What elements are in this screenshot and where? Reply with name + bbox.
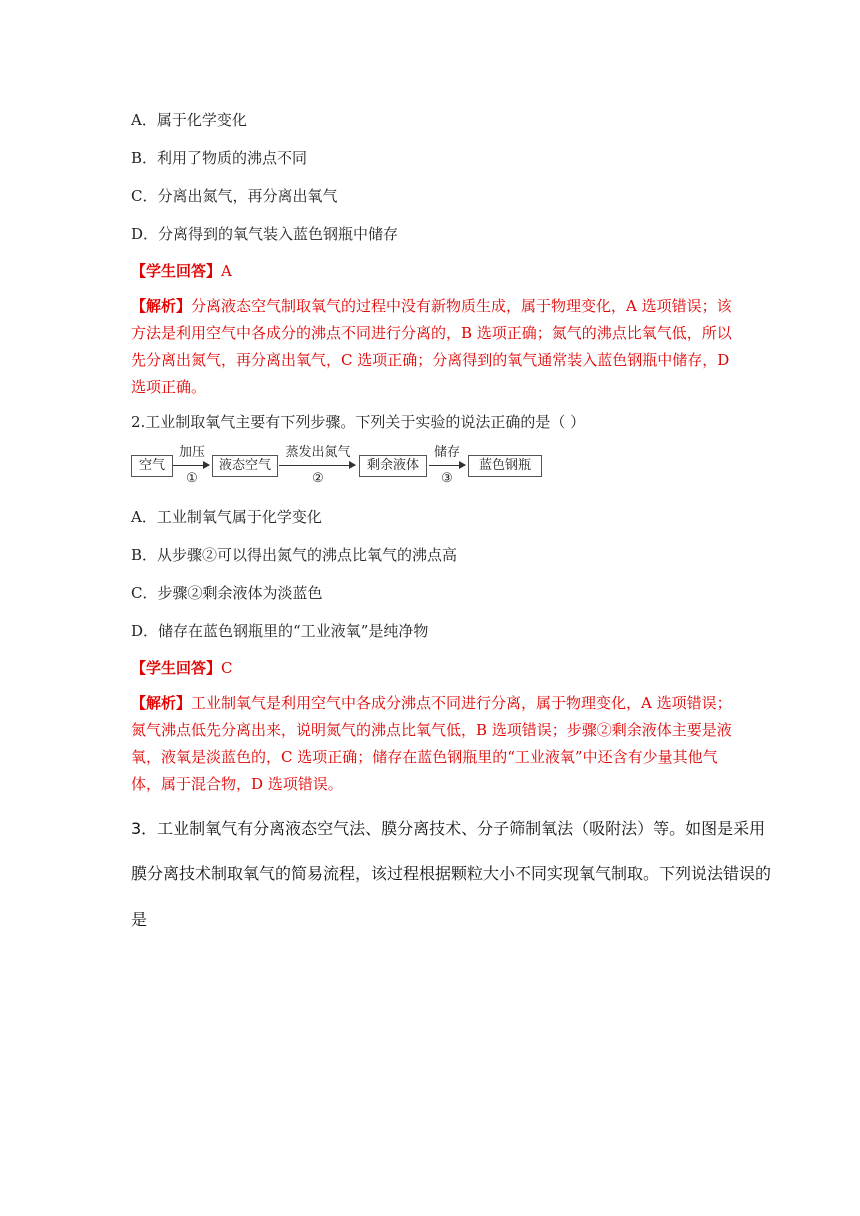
- arrow-right-icon: [173, 465, 209, 466]
- analysis-line: 氧，液氧是淡蓝色的，C 选项正确；储存在蓝色钢瓶里的“工业液氧”中还含有少量其他气: [131, 748, 718, 766]
- flow-box-air: 空气: [131, 455, 173, 477]
- flow-step-1-number: ①: [186, 471, 198, 486]
- q2-option-d: D．储存在蓝色钢瓶里的“工业液氧”是纯净物: [131, 622, 429, 640]
- student-answer-value: A: [221, 262, 232, 280]
- analysis-line: 先分离出氮气，再分离出氧气，C 选项正确；分离得到的氧气通常装入蓝色钢瓶中储存，D: [131, 351, 730, 369]
- student-answer-label: 【学生回答】: [131, 262, 222, 280]
- analysis-line: 选项正确。: [131, 378, 207, 396]
- arrow-right-icon: [279, 465, 355, 466]
- student-answer-value: C: [221, 659, 233, 677]
- flow-box-remaining-liquid: 剩余液体: [359, 455, 427, 477]
- flow-box-liquid-air: 液态空气: [212, 455, 278, 477]
- flow-step-2-number: ②: [312, 471, 324, 486]
- q3-stem-line: 膜分离技术制取氧气的简易流程，该过程根据颗粒大小不同实现氧气制取。下列说法错误的: [131, 864, 772, 883]
- q1-option-c: C．分离出氮气，再分离出氧气: [131, 187, 338, 205]
- analysis-label: 【解析】: [131, 694, 192, 712]
- student-answer-label: 【学生回答】: [131, 659, 222, 677]
- flow-step-3-number: ③: [441, 471, 453, 486]
- q1-student-answer: [131, 261, 232, 281]
- analysis-line: 方法是利用空气中各成分的沸点不同进行分离的，B 选项正确；氮气的沸点比氧气低，所以: [131, 324, 732, 342]
- q2-process-diagram: [131, 446, 571, 492]
- q2-option-c: C．步骤②剩余液体为淡蓝色: [131, 584, 323, 602]
- q3-stem-line: 是: [131, 910, 148, 929]
- analysis-line: 氮气沸点低先分离出来，说明氮气的沸点比氧气低，B 选项错误；步骤②剩余液体主要是液: [131, 721, 732, 739]
- arrow-right-icon: [429, 465, 465, 466]
- flow-step-3-label: 储存: [433, 445, 460, 460]
- analysis-line: 工业制氧气是利用空气中各成分沸点不同进行分离，属于物理变化，A 选项错误；: [191, 694, 732, 712]
- q2-analysis: [131, 690, 735, 798]
- flow-box-blue-cylinder: 蓝色钢瓶: [468, 455, 542, 477]
- q3-stem-line: 3．工业制氧气有分离液态空气法、膜分离技术、分子筛制氧法（吸附法）等。如图是采用: [131, 819, 766, 838]
- flow-step-2-label: 蒸发出氮气: [285, 445, 351, 460]
- analysis-line: 体，属于混合物，D 选项错误。: [131, 775, 343, 793]
- analysis-line: 分离液态空气制取氧气的过程中没有新物质生成，属于物理变化，A 选项错误；该: [191, 297, 732, 315]
- q2-student-answer: [131, 658, 233, 678]
- q2-option-a: A．工业制氧气属于化学变化: [131, 508, 322, 526]
- q1-option-d: D．分离得到的氧气装入蓝色钢瓶中储存: [131, 225, 399, 243]
- q1-option-b: B．利用了物质的沸点不同: [131, 149, 308, 167]
- q1-option-a: A．属于化学变化: [131, 111, 247, 129]
- q2-stem: 2.工业制取氧气主要有下列步骤。下列关于实验的说法正确的是（ ）: [131, 413, 586, 431]
- flow-step-1-label: 加压: [178, 445, 205, 460]
- q2-option-b: B．从步骤②可以得出氮气的沸点比氧气的沸点高: [131, 546, 458, 564]
- analysis-label: 【解析】: [131, 297, 192, 315]
- q1-analysis: [131, 293, 731, 401]
